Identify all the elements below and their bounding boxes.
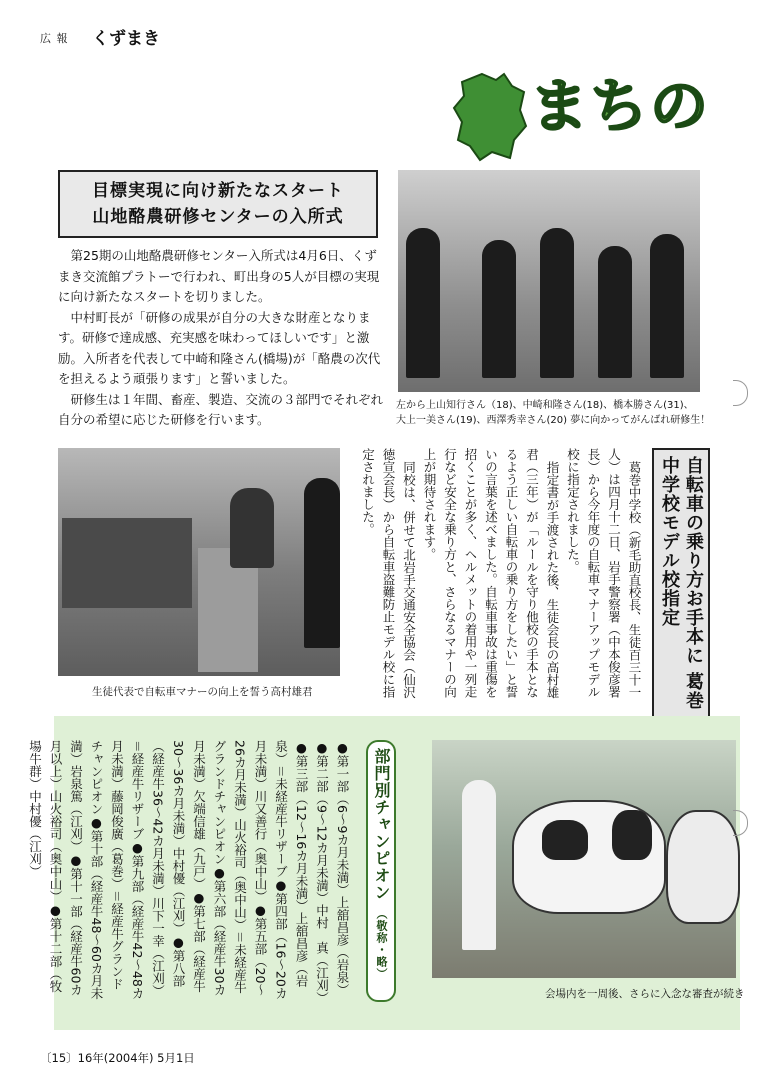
- trainee-figure: [406, 228, 440, 378]
- cattle-photo-caption: 会場内を一周後、さらに入念な審査が続き: [545, 988, 745, 1000]
- caption-line: 大上一美さん(19)、西澤秀幸さん(20) 夢に向かってがんばれ研修生！: [396, 415, 711, 426]
- section-banner: まちの: [530, 72, 711, 140]
- article2-headline: 自転車の乗り方お手本に 葛巻中学校モデル校指定: [652, 448, 710, 736]
- cow-spot: [542, 820, 588, 860]
- cattle-show-photo: [432, 740, 736, 978]
- article1-headline: [58, 170, 378, 238]
- handler-figure: [462, 780, 496, 950]
- article1-title-line1: 目標実現に向け新たなスタート: [92, 181, 344, 201]
- champions-headline: [366, 740, 396, 1002]
- student-representative-photo: [58, 448, 340, 676]
- article1-paragraph: 第25期の山地酪農研修センター入所式は4月6日、くずまき交流館プラトーで行われ、町出身の5人が目標の実現に向け新たなスタートを切りました。: [58, 248, 380, 304]
- trainee-figure: [650, 234, 684, 378]
- page-footer: 〔15〕16年(2004年) 5月1日: [40, 1051, 195, 1065]
- trainees-photo-caption: [396, 398, 736, 428]
- article1-body: [58, 246, 388, 431]
- cow-figure: [666, 810, 740, 924]
- article1-paragraph: 中村町長が「研修の成果が自分の大きな財産となります。研修で達成感、充実感を味わってほしいです」と激励。入所者を代表して中崎和隆さん(橋場)が「酪農の次代を担えるよう頑張ります」と誓いました。: [58, 309, 381, 386]
- student-figure: [230, 488, 274, 568]
- students-group: [62, 518, 192, 608]
- publication-brand: くずまき: [92, 29, 160, 49]
- champions-title-note: （敬称・略）: [375, 907, 388, 980]
- article1-title-line2: 山地酪農研修センターの入所式: [92, 207, 344, 227]
- champions-title: 部門別チャンピオン: [372, 748, 391, 901]
- trainee-figure: [482, 240, 516, 378]
- cow-spot: [612, 810, 652, 860]
- article2-paragraph: 指定書が手渡された後、生徒会長の高村雄君（三年）が「ルールを守り他校の手本となるよう正しい自転車の乗り方をしたい」と誓いの言葉を述べました。自転車事故は重傷を招くことが多く、ヘルメットの着用や一列走行など安全な乗り方と、さらなるマナーの向上が期待されます。: [422, 448, 560, 698]
- town-map-icon: [452, 70, 528, 162]
- trainees-photo: [398, 170, 700, 392]
- binder-hole: [733, 810, 748, 836]
- article2-body: [360, 448, 644, 710]
- trainee-figure: [540, 228, 574, 378]
- caption-line: 左から上山知行さん（18)、中崎和隆さん(18)、橋本勝さん(31)、: [396, 400, 694, 411]
- publication-category: 広 報: [40, 32, 69, 45]
- article2-paragraph: 同校は、併せて北岩手交通安全協会（仙沢徳宣会長）から自転車盗難防止モデル校に指定されました。: [360, 448, 417, 698]
- binder-hole: [733, 380, 748, 406]
- officer-figure: [304, 478, 340, 648]
- article1-paragraph: 研修生は１年間、畜産、製造、交流の３部門でそれぞれ自分の希望に応じた研修を行います。: [58, 391, 384, 427]
- student-photo-caption: 生徒代表で自転車マナーの向上を誓う高村雄君: [92, 686, 313, 698]
- champions-list: ●第一部（6～9カ月未満）上舘昌彦（岩泉）●第二部（9～12カ月未満）中村 真（江刈）●第三部（12～16カ月未満）上舘昌彦（岩泉）＝未経産牛リザーブ●第四部（16～20カ月未満）川又善行（奥中山）●第五部（20～26カ月未満）山火裕司（奥中山）＝未経産牛グランドチャンピオン●第六部（経産牛30カ月未満）欠端信雄（九戸）●第七部（経産牛30～36カ月未満）中村優（江刈）●第八部（経産牛36～42カ月未満）川下一幸（江刈）＝経産牛リザーブ●第九部（経産牛42～48カ月未満）藤岡俊廣（葛巻）＝経産牛グランドチャンピオン●第十部（経産牛48～60カ月未満）岩泉篤（江刈）●第十一部（経産牛60カ月以上）山火裕司（奥中山）●第十二部（牧場牛群）中村優（江刈）: [27, 740, 350, 1000]
- article2-paragraph: 葛巻中学校（新毛助直校長、生徒百三十一人）は四月十二日、岩手警察署（中本俊彦署長）から今年度の自転車マナーアップモデル校に指定されました。: [565, 448, 642, 698]
- trainee-figure: [598, 246, 632, 378]
